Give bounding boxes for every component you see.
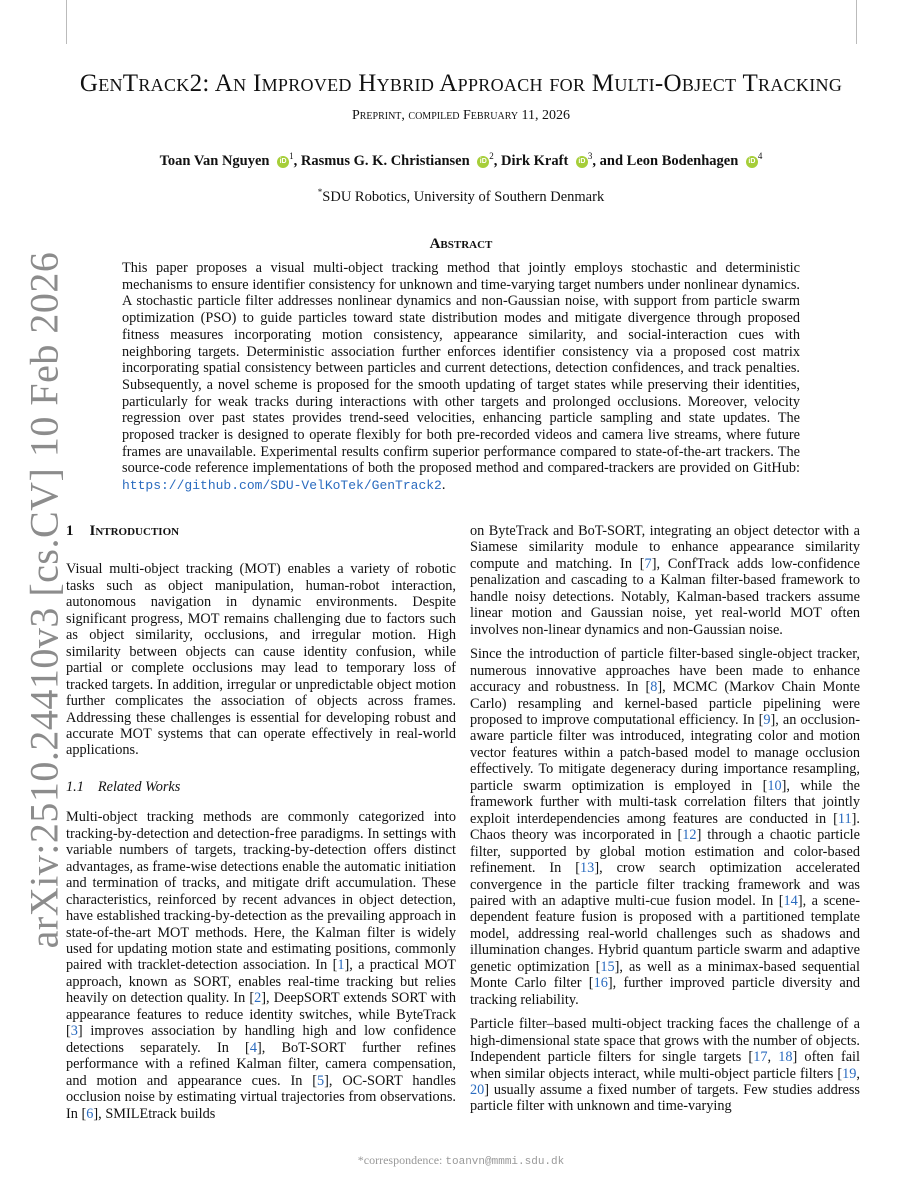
citation-link[interactable]: 16 — [593, 975, 608, 992]
citation-link[interactable]: 8 — [650, 679, 658, 696]
text-run: ] improves association by handling high and low confidence detections separately. In [ — [66, 1023, 456, 1056]
text-run: ], MCMC (Markov Chain Monte Carlo) resampling and kernel-based particle pipelining were proposed to improve computational efficiency. In [ — [470, 679, 860, 728]
email-link[interactable]: toanvn@mmmi.sdu.dk — [445, 1156, 565, 1168]
author: Toan Van Nguyen $iD^1$, — [159, 151, 301, 169]
text-run: ], OC-SORT handles occlusion noise by estimating virtual trajectories from observations. In [ — [66, 1072, 456, 1122]
citation-link[interactable]: 13 — [580, 860, 595, 877]
text-run: Since the introduction of particle filter-based single-object tracker, numerous innovative approaches have been made to enhance accuracy and robustness. In [ — [470, 646, 860, 696]
text-run: ], ConfTrack adds low-confidence penalization and cascading to a Kalman filter-based framework to handle noisy detections. Notably, Kalman-based trackers assume linear motion and Gaussian noise, yet real-world MOT often involves non-linear dynamics and non-Gaussian noise. — [470, 555, 860, 638]
author-list — [0, 151, 922, 170]
orcid-icon[interactable]: iD — [746, 156, 758, 168]
orcid-icon[interactable]: iD — [477, 156, 489, 168]
intro-paragraph: Visual multi-object tracking (MOT) enables a variety of robotic tasks such as object manipulation, human-robot interaction, autonomous navigation in dynamic environments. Despite significant progress, MOT remains challenging due to factors such as object similarity, occlusions, and irregular motion. High similarity between objects can cause identity confusion, while partial or complete occlusions may lead to temporary loss of tracked targets. In addition, irregular or unpredictable object motion further complicates the association of objects across frames. Addressing these challenges is essential for developing robust and accurate MOT systems that can operate effectively in real-world applications. — [66, 561, 456, 759]
abstract-heading: Abstract — [429, 236, 493, 252]
section-heading: 1 Introduction — [66, 523, 180, 539]
paragraph — [470, 646, 860, 1008]
citation-link[interactable]: 11 — [837, 810, 852, 827]
text-run: Multi-object tracking methods are commonly categorized into tracking-by-detection and detection-free paradigms. In settings with variable numbers of targets, tracking-by-detection offers distinct advantages, as frame-wise detections enable the automatic initiation and termination of tracks, and mitigate drift accumulation. These characteristics, reinforced by recent advances in object detection, have established tracking-by-detection as the prevailing approach in state-of-the-art MOT methods. Here, the Kalman filter is widely used for updating motion state and estimating positions, commonly paired with tracklet-detection association. In [ — [66, 809, 456, 974]
text-run: ], a practical MOT approach, known as SORT, enables real-time tracking but relies heavily on detection quality. In [ — [66, 957, 456, 1007]
text-run: ] often fail when similar objects interact, while multi-object particle filters [ — [470, 1049, 860, 1082]
right-column — [470, 523, 860, 1123]
orcid-icon[interactable]: iD — [576, 156, 588, 168]
abstract-text: This paper proposes a visual multi-object tracking method that jointly employs stochastic and deterministic mechanisms to ensure identifier consistency for unknown and time-varying target numbers under nonlinear dynamics. A stochastic particle filter addresses nonlinear dynamics and non-Gaussian noise, with support from particle swarm optimization (PSO) to guide particles toward state distribution modes and mitigate divergence through proposed fitness measures incorporating motion consistency, appearance similarity, and social-interaction cues with neighboring targets. Deterministic association further enforces identifier consistency via a proposed cost matrix incorporating spatial consistency between particles and current detections, detection confidences, and track penalties. Subsequently, a novel scheme is proposed for the smooth updating of target states while preserving their identities, particularly for weak tracks during interactions with other targets and prolonged occlusions. Moreover, velocity regression over past states provides trend-seed velocities, enhancing particle sampling and state updates. The proposed tracker is designed to operate flexibly for both pre-recorded videos and camera live streams, where future frames are unavailable. Experimental results confirm superior performance compared to state-of-the-art trackers. The source-code reference implementations of both the proposed method and compared-trackers are provided on GitHub: https://github.com/SDU-VelKoTek/GenTrack2. — [122, 260, 800, 494]
crop-mark — [856, 0, 857, 44]
citation-link[interactable]: 6 — [86, 1105, 94, 1122]
paper-title: GenTrack2: An Improved Hybrid Approach for Multi-Object Tracking — [79, 70, 843, 97]
preprint-line: Preprint, compiled February 11, 2026 — [351, 108, 571, 123]
text-run: ], DeepSORT extends SORT with appearance features to reduce identity switches, while ByteTrack [ — [66, 990, 457, 1040]
paragraph — [470, 1016, 860, 1115]
citation-link[interactable]: 5 — [317, 1072, 325, 1089]
citation-link[interactable]: 1 — [337, 957, 345, 974]
text-run: ], as well as a minimax-based sequential Monte Carlo filter [ — [470, 958, 860, 992]
text-run: , — [767, 1049, 779, 1066]
author: Leon Bodenhagen $iD^4$ — [626, 151, 763, 169]
citation-link[interactable]: 14 — [783, 892, 798, 909]
correspondence-footer: *correspondence: toanvn@mmmi.sdu.dk — [357, 1153, 565, 1168]
crop-mark — [66, 0, 67, 44]
text-run: ], SMILEtrack builds — [93, 1105, 216, 1122]
text-run: ]. Chaos theory was incorporated in [ — [470, 810, 860, 844]
left-column — [66, 523, 456, 1130]
paragraph — [470, 523, 860, 638]
text-run: Particle filter–based multi-object tracking faces the challenge of a high-dimensional state space that grows with the number of objects. Independent particle filters for single targets [ — [470, 1016, 860, 1066]
text-run: ], while the framework further with multi-task correlation filters that jointly exploit interdependencies among features are conducted in [ — [470, 777, 860, 827]
text-run: , — [856, 1065, 860, 1082]
github-link[interactable]: https://github.com/SDU-VelKoTek/GenTrack2 — [122, 478, 442, 494]
text-run: ], an occlusion-aware particle filter was introduced, integrating color and motion vector features within a patch-based model to manage occlusion effectively. To mitigate degeneracy during importance resampling, particle swarm optimization is employed in [ — [470, 711, 860, 794]
citation-link[interactable]: 7 — [644, 555, 652, 572]
citation-link[interactable]: 18 — [778, 1049, 793, 1066]
citation-link[interactable]: 4 — [249, 1039, 257, 1056]
author: Dirk Kraft $iD^3$, and — [501, 151, 627, 169]
author: Rasmus G. K. Christiansen $iD^2$, — [300, 151, 502, 169]
citation-link[interactable]: 9 — [763, 711, 771, 728]
subsection-heading: 1.1 Related Works — [66, 778, 181, 795]
text-run: ], a scene-dependent feature fusion is proposed with a partitioned template model, addressing real-world challenges such as shadows and illumination changes. Hybrid quantum particle swarm and adaptive genetic optimization [ — [470, 892, 860, 975]
citation-link[interactable]: 15 — [600, 958, 615, 975]
text-run: ] through a chaotic particle filter, supported by global motion estimation and color-based refinement. In [ — [470, 827, 860, 877]
text-run: ] usually assume a fixed number of targets. Few studies address particle filter with unknown and time-varying — [470, 1081, 860, 1115]
citation-link[interactable]: 19 — [842, 1065, 857, 1082]
related-works-paragraph — [66, 809, 456, 1122]
citation-link[interactable]: 10 — [767, 777, 782, 794]
citation-link[interactable]: 20 — [470, 1081, 485, 1098]
orcid-icon[interactable]: iD — [277, 156, 289, 168]
citation-link[interactable]: 2 — [254, 990, 262, 1007]
citation-link[interactable]: 17 — [753, 1049, 768, 1066]
text-run: ], BoT-SORT further refines performance with a refined Kalman filter, camera compensation, and motion and appearance cues. In [ — [66, 1039, 456, 1089]
arxiv-stamp: arXiv:2510.24410v3 [cs.CV] 10 Feb 2026 — [21, 251, 67, 949]
text-run: on ByteTrack and BoT-SORT, integrating an object detector with a Siamese similarity module to enhance appearance similarity compute and matching. In [ — [470, 523, 860, 572]
citation-link[interactable]: 12 — [682, 827, 697, 844]
citation-link[interactable]: 3 — [70, 1023, 78, 1040]
text-run: ], crow search optimization accelerated convergence in the particle filter tracking framework and was paired with an adaptive multi-cue fusion model. In [ — [470, 860, 860, 909]
affiliation: *SDU Robotics, University of Southern Denmark — [317, 187, 605, 205]
text-run: ], further improved particle diversity and tracking reliability. — [470, 975, 861, 1008]
